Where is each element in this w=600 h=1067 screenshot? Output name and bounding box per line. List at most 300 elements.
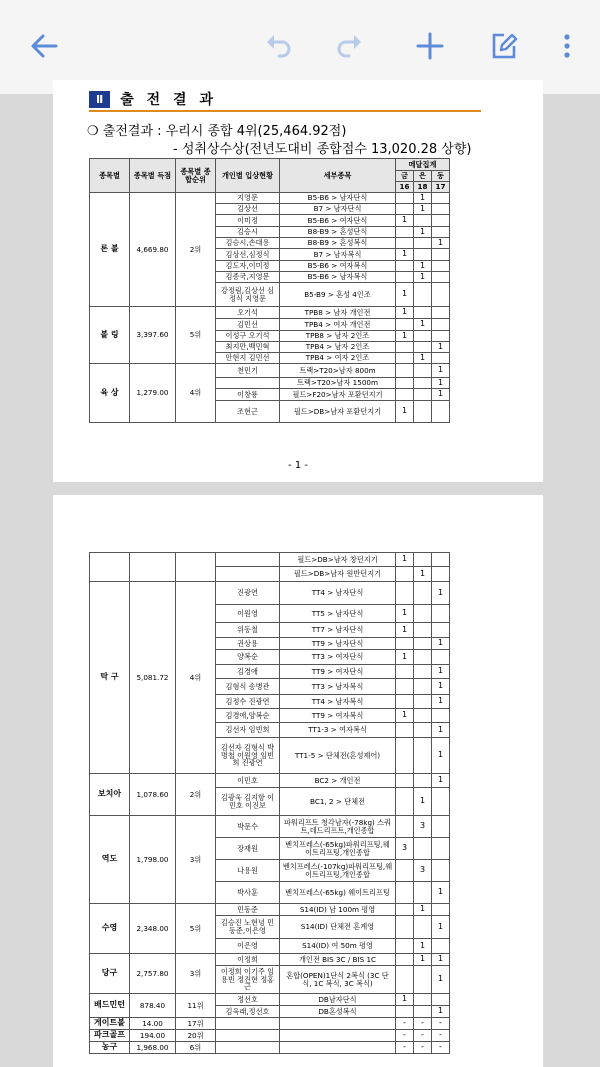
gold-cell: [396, 567, 414, 582]
detail-cell: TT4 > 남자복식: [280, 695, 396, 709]
score-cell: 4,669.80: [130, 193, 176, 307]
silver-cell: 1: [414, 272, 432, 283]
event-cell: [90, 553, 130, 582]
winner-cell: [216, 553, 280, 567]
winner-cell: [216, 567, 280, 582]
gold-cell: [396, 638, 414, 650]
silver-cell: [414, 1006, 432, 1018]
silver-cell: [414, 679, 432, 695]
silver-cell: [414, 738, 432, 774]
silver-cell: [414, 249, 432, 261]
bronze-cell: 1: [432, 695, 450, 709]
detail-cell: BC1, 2 > 단체전: [280, 788, 396, 816]
bronze-cell: [432, 249, 450, 261]
bronze-cell: 1: [432, 638, 450, 650]
winner-cell: 김민선: [216, 319, 280, 331]
header-gold: 금: [396, 171, 414, 182]
winner-cell: [216, 1042, 280, 1054]
bronze-cell: 1: [432, 916, 450, 939]
detail-cell: 필드>DB>남자 포환던지기: [280, 401, 396, 423]
gold-cell: 1: [396, 650, 414, 665]
detail-cell: 파워리프트 청각남자(-78kg) 스쿼트,데드리프트,개인종합: [280, 816, 396, 838]
table-row: [90, 193, 450, 204]
silver-cell: 1: [414, 788, 432, 816]
bronze-cell: [432, 307, 450, 319]
rank-cell: 4위: [176, 364, 216, 423]
silver-cell: [414, 709, 432, 723]
winner-cell: 이은영: [216, 939, 280, 954]
gold-cell: 1: [396, 709, 414, 723]
silver-cell: [414, 665, 432, 679]
table-row: [90, 1018, 450, 1030]
bronze-total: 17: [432, 182, 450, 193]
gold-cell: [396, 916, 414, 939]
silver-cell: [414, 283, 432, 307]
score-cell: 1,279.00: [130, 364, 176, 423]
winner-cell: 김승시,손대용: [216, 238, 280, 249]
detail-cell: TPB8 > 남자 개인전: [280, 307, 396, 319]
bronze-cell: [432, 215, 450, 227]
bronze-cell: 1: [432, 954, 450, 966]
score-cell: 1,798.00: [130, 816, 176, 904]
bronze-cell: [432, 994, 450, 1006]
header-winners: 개인별 입상현황: [216, 159, 280, 193]
detail-cell: S14(ID) 남 100m 평영: [280, 904, 396, 916]
table-row: [90, 1030, 450, 1042]
rank-cell: 3위: [176, 816, 216, 904]
winner-cell: 위동철: [216, 623, 280, 638]
bronze-cell: [432, 353, 450, 364]
winner-cell: 김상선,심정식: [216, 249, 280, 261]
silver-cell: [414, 307, 432, 319]
winner-cell: 김정수 진광연: [216, 695, 280, 709]
gold-cell: [396, 353, 414, 364]
table-row: [90, 1042, 450, 1054]
section-underline: [89, 110, 481, 112]
winner-cell: 김선자 임빈희: [216, 723, 280, 738]
bronze-cell: 1: [432, 389, 450, 401]
gold-cell: [396, 261, 414, 272]
bronze-cell: 1: [432, 882, 450, 904]
score-cell: 2,757.80: [130, 954, 176, 994]
silver-cell: [414, 378, 432, 389]
event-cell: 수영: [90, 904, 130, 954]
gold-cell: [396, 204, 414, 215]
gold-cell: [396, 788, 414, 816]
bronze-cell: 1: [432, 582, 450, 605]
gold-total: 16: [396, 182, 414, 193]
gold-cell: [396, 738, 414, 774]
summary-line-1: ❍ 출전결과 : 우리시 종합 4위(25,464.92점): [87, 124, 347, 139]
table-row: [90, 954, 450, 966]
gold-cell: [396, 1006, 414, 1018]
winner-cell: 이성구 오기석: [216, 331, 280, 342]
winner-cell: 이원영: [216, 605, 280, 623]
gold-cell: -: [396, 1018, 414, 1030]
silver-cell: 3: [414, 816, 432, 838]
bronze-cell: [432, 272, 450, 283]
detail-cell: TT1-5 > 단체전(혼성제어): [280, 738, 396, 774]
bronze-cell: [432, 838, 450, 860]
silver-cell: 1: [414, 904, 432, 916]
event-cell: 육 상: [90, 364, 130, 423]
score-cell: 2,348.00: [130, 904, 176, 954]
bronze-cell: 1: [432, 966, 450, 994]
table-row: [90, 553, 450, 567]
gold-cell: [396, 378, 414, 389]
bronze-cell: [432, 904, 450, 916]
bronze-cell: 1: [432, 378, 450, 389]
bronze-cell: [432, 567, 450, 582]
detail-cell: [280, 1030, 396, 1042]
rank-cell: 5위: [176, 904, 216, 954]
winner-cell: 박사훈: [216, 882, 280, 904]
detail-cell: [280, 1018, 396, 1030]
gold-cell: [396, 342, 414, 353]
gold-cell: [396, 966, 414, 994]
bronze-cell: 1: [432, 1006, 450, 1018]
event-cell: 보치아: [90, 774, 130, 816]
silver-cell: [414, 774, 432, 788]
bronze-cell: [432, 623, 450, 638]
winner-cell: 권상용: [216, 638, 280, 650]
bronze-cell: 1: [432, 774, 450, 788]
bronze-cell: [432, 650, 450, 665]
redo-icon[interactable]: [328, 24, 372, 68]
detail-cell: B8-B9 > 혼성단식: [280, 227, 396, 238]
winner-cell: 김선자 김형식 박명철 이원영 임빈희 진광연: [216, 738, 280, 774]
gold-cell: 1: [396, 553, 414, 567]
gold-cell: 1: [396, 215, 414, 227]
gold-cell: 1: [396, 249, 414, 261]
bronze-cell: [432, 283, 450, 307]
detail-cell: 벤치프레스(-65kg)파워리프팅,웨이트리프팅,개인종합: [280, 838, 396, 860]
gold-cell: [396, 227, 414, 238]
rank-cell: [176, 553, 216, 582]
header-rank: 종목별 종합순위: [176, 159, 216, 193]
bronze-cell: [432, 605, 450, 623]
header-score: 종목별 득점: [130, 159, 176, 193]
silver-cell: [414, 215, 432, 227]
winner-cell: 김욱래,정선호: [216, 1006, 280, 1018]
gold-cell: [396, 364, 414, 378]
silver-cell: [414, 723, 432, 738]
gold-cell: [396, 389, 414, 401]
rank-cell: 11위: [176, 994, 216, 1018]
rank-cell: 2위: [176, 774, 216, 816]
winner-cell: 이정희 이기주 임용빈 정진현 정홍근: [216, 966, 280, 994]
detail-cell: 개인전 BIS 3C / BIS 1C: [280, 954, 396, 966]
document-page-2: [53, 495, 543, 1067]
document-page-1: [53, 80, 543, 482]
header-bronze: 동: [432, 171, 450, 182]
silver-cell: 1: [414, 567, 432, 582]
section-heading: [89, 90, 217, 108]
winner-cell: 김경애,양복순: [216, 709, 280, 723]
silver-cell: 1: [414, 954, 432, 966]
bronze-cell: [432, 709, 450, 723]
undo-icon[interactable]: [256, 24, 300, 68]
winner-cell: 천민기: [216, 364, 280, 378]
detail-cell: TPB8 > 남자 2인조: [280, 331, 396, 342]
event-cell: 당구: [90, 954, 130, 994]
rank-cell: 20위: [176, 1030, 216, 1042]
silver-cell: 1: [414, 353, 432, 364]
detail-cell: 필드>F20>남자 포환던지기: [280, 389, 396, 401]
winner-cell: 이미정: [216, 215, 280, 227]
results-table-page2: [89, 552, 450, 1054]
winner-cell: 민동준: [216, 904, 280, 916]
silver-cell: [414, 623, 432, 638]
gold-cell: 3: [396, 838, 414, 860]
bronze-cell: 1: [432, 723, 450, 738]
bronze-cell: 1: [432, 342, 450, 353]
summary-line-2: - 성취상수상(전년도대비 종합점수 13,020.28 상향): [173, 142, 472, 157]
page-number: - 1 -: [288, 460, 308, 471]
gold-cell: 1: [396, 283, 414, 307]
rank-cell: 4위: [176, 582, 216, 774]
gold-cell: 1: [396, 605, 414, 623]
gold-cell: [396, 272, 414, 283]
gold-cell: [396, 695, 414, 709]
silver-cell: 3: [414, 860, 432, 882]
score-cell: 1,078.60: [130, 774, 176, 816]
detail-cell: TT5 > 남자단식: [280, 605, 396, 623]
winner-cell: 안현지 김민선: [216, 353, 280, 364]
silver-cell: [414, 401, 432, 423]
gold-cell: 1: [396, 623, 414, 638]
detail-cell: TPB4 > 여자 2인조: [280, 353, 396, 364]
winner-cell: 김승시: [216, 227, 280, 238]
winner-cell: 이창룡: [216, 389, 280, 401]
winner-cell: 정선호: [216, 994, 280, 1006]
gold-cell: [396, 665, 414, 679]
winner-cell: 김도자,이미정: [216, 261, 280, 272]
silver-cell: [414, 966, 432, 994]
gold-cell: 1: [396, 994, 414, 1006]
gold-cell: [396, 954, 414, 966]
detail-cell: [280, 1042, 396, 1054]
event-cell: 게이트볼: [90, 1018, 130, 1030]
table-row: [90, 582, 450, 605]
silver-cell: [414, 364, 432, 378]
winner-cell: 김종국,지영문: [216, 272, 280, 283]
silver-cell: 1: [414, 319, 432, 331]
event-cell: 론 볼: [90, 193, 130, 307]
section-title: 출 전 결 과: [120, 92, 217, 108]
bronze-cell: [432, 788, 450, 816]
rank-cell: 2위: [176, 193, 216, 307]
silver-cell: -: [414, 1030, 432, 1042]
gold-cell: 1: [396, 401, 414, 423]
winner-cell: 조현근: [216, 401, 280, 423]
silver-cell: 1: [414, 204, 432, 215]
detail-cell: TT9 > 여자단식: [280, 665, 396, 679]
silver-cell: [414, 582, 432, 605]
winner-cell: 김상선: [216, 204, 280, 215]
winner-cell: 오기석: [216, 307, 280, 319]
score-cell: 14.00: [130, 1018, 176, 1030]
detail-cell: TT4 > 남자단식: [280, 582, 396, 605]
silver-cell: [414, 994, 432, 1006]
header-event: 종목별: [90, 159, 130, 193]
gold-cell: -: [396, 1030, 414, 1042]
rank-cell: 3위: [176, 954, 216, 994]
results-table-page1: [89, 158, 450, 423]
silver-cell: [414, 882, 432, 904]
detail-cell: 혼합(OPEN)1단식 2복식 (3C 단식, 1C 복식, 3C 복식): [280, 966, 396, 994]
bronze-cell: [432, 401, 450, 423]
silver-cell: [414, 389, 432, 401]
detail-cell: S14(ID) 여 50m 평영: [280, 939, 396, 954]
rank-cell: 6위: [176, 1042, 216, 1054]
silver-cell: 1: [414, 227, 432, 238]
add-icon[interactable]: [408, 24, 452, 68]
detail-cell: B8-B9 > 혼성복식: [280, 238, 396, 249]
silver-cell: [414, 838, 432, 860]
score-cell: 5,081.72: [130, 582, 176, 774]
silver-cell: [414, 331, 432, 342]
bronze-cell: 1: [432, 738, 450, 774]
bronze-cell: -: [432, 1018, 450, 1030]
bronze-cell: [432, 261, 450, 272]
silver-cell: -: [414, 1018, 432, 1030]
winner-cell: [216, 378, 280, 389]
detail-cell: TT9 > 여자복식: [280, 709, 396, 723]
gold-cell: [396, 882, 414, 904]
winner-cell: 지영문: [216, 193, 280, 204]
bronze-cell: [432, 939, 450, 954]
detail-cell: 벤치프레스(-65kg) 웨이트리프팅: [280, 882, 396, 904]
bronze-cell: [432, 331, 450, 342]
winner-cell: 나용원: [216, 860, 280, 882]
winner-cell: 김경애: [216, 665, 280, 679]
detail-cell: TPB4 > 여자 개인전: [280, 319, 396, 331]
silver-cell: [414, 605, 432, 623]
score-cell: [130, 553, 176, 582]
table-row: [90, 364, 450, 378]
winner-cell: 장재원: [216, 838, 280, 860]
bronze-cell: [432, 553, 450, 567]
silver-cell: 1: [414, 261, 432, 272]
gold-cell: [396, 723, 414, 738]
detail-cell: B5-B6 > 여자단식: [280, 215, 396, 227]
silver-cell: -: [414, 1042, 432, 1054]
silver-total: 18: [414, 182, 432, 193]
gold-cell: [396, 860, 414, 882]
winner-cell: 박문수: [216, 816, 280, 838]
event-cell: 탁 구: [90, 582, 130, 774]
winner-cell: [216, 1030, 280, 1042]
bronze-cell: [432, 860, 450, 882]
section-number: Ⅱ: [89, 91, 110, 108]
winner-cell: 김광욱 김지항 이민호 이진보: [216, 788, 280, 816]
winner-cell: 이민호: [216, 774, 280, 788]
gold-cell: [396, 679, 414, 695]
gold-cell: [396, 319, 414, 331]
gold-cell: 1: [396, 307, 414, 319]
silver-cell: [414, 638, 432, 650]
more-icon[interactable]: [545, 24, 589, 68]
detail-cell: BC2 > 개인전: [280, 774, 396, 788]
gold-cell: [396, 904, 414, 916]
bronze-cell: [432, 193, 450, 204]
detail-cell: TT3 > 남자복식: [280, 679, 396, 695]
winner-cell: 강정림,김상선 심정식 지영문: [216, 283, 280, 307]
event-cell: 볼 링: [90, 307, 130, 364]
winner-cell: 김승진 노현녕 민동준,이은영: [216, 916, 280, 939]
detail-cell: TT1-3 > 여자복식: [280, 723, 396, 738]
silver-cell: [414, 650, 432, 665]
detail-cell: B7 > 남자복식: [280, 249, 396, 261]
gold-cell: [396, 774, 414, 788]
detail-cell: TT7 > 남자단식: [280, 623, 396, 638]
bronze-cell: [432, 204, 450, 215]
header-detail: 세부종목: [280, 159, 396, 193]
back-arrow-icon[interactable]: [22, 24, 66, 68]
table-row: [90, 774, 450, 788]
silver-cell: [414, 695, 432, 709]
detail-cell: 트랙>T20>남자 800m: [280, 364, 396, 378]
winner-cell: 양복순: [216, 650, 280, 665]
event-cell: 파크골프: [90, 1030, 130, 1042]
event-cell: 배드민턴: [90, 994, 130, 1018]
event-cell: 농구: [90, 1042, 130, 1054]
winner-cell: [216, 1018, 280, 1030]
detail-cell: DB혼성복식: [280, 1006, 396, 1018]
table-row: [90, 904, 450, 916]
event-cell: 역도: [90, 816, 130, 904]
detail-cell: 필드>DB>남자 창던지기: [280, 553, 396, 567]
header-silver: 은: [414, 171, 432, 182]
gold-cell: [396, 193, 414, 204]
gold-cell: [396, 816, 414, 838]
detail-cell: DB남자단식: [280, 994, 396, 1006]
detail-cell: S14(ID) 단체전 혼계영: [280, 916, 396, 939]
rank-cell: 17위: [176, 1018, 216, 1030]
score-cell: 3,397.60: [130, 307, 176, 364]
bronze-cell: [432, 227, 450, 238]
bronze-cell: 1: [432, 238, 450, 249]
winner-cell: 진광연: [216, 582, 280, 605]
detail-cell: B5-B6 > 남자복식: [280, 272, 396, 283]
winner-cell: 이정희: [216, 954, 280, 966]
detail-cell: 트랙>T20>남자 1500m: [280, 378, 396, 389]
winner-cell: 김형식 송병관: [216, 679, 280, 695]
gold-cell: 1: [396, 331, 414, 342]
silver-cell: [414, 238, 432, 249]
score-cell: 194.00: [130, 1030, 176, 1042]
detail-cell: B5-B9 > 혼성 4인조: [280, 283, 396, 307]
detail-cell: B5-B6 > 여자복식: [280, 261, 396, 272]
bronze-cell: 1: [432, 665, 450, 679]
bronze-cell: 1: [432, 364, 450, 378]
gold-cell: [396, 939, 414, 954]
silver-cell: [414, 553, 432, 567]
edit-icon[interactable]: [482, 24, 526, 68]
score-cell: 878.40: [130, 994, 176, 1018]
gold-cell: [396, 238, 414, 249]
table-row: [90, 307, 450, 319]
bronze-cell: 1: [432, 679, 450, 695]
silver-cell: [414, 916, 432, 939]
gold-cell: -: [396, 1042, 414, 1054]
score-cell: 1,968.00: [130, 1042, 176, 1054]
table-row: [90, 816, 450, 838]
bronze-cell: -: [432, 1042, 450, 1054]
table-row: [90, 994, 450, 1006]
detail-cell: 필드>DB>남자 원반던지기: [280, 567, 396, 582]
